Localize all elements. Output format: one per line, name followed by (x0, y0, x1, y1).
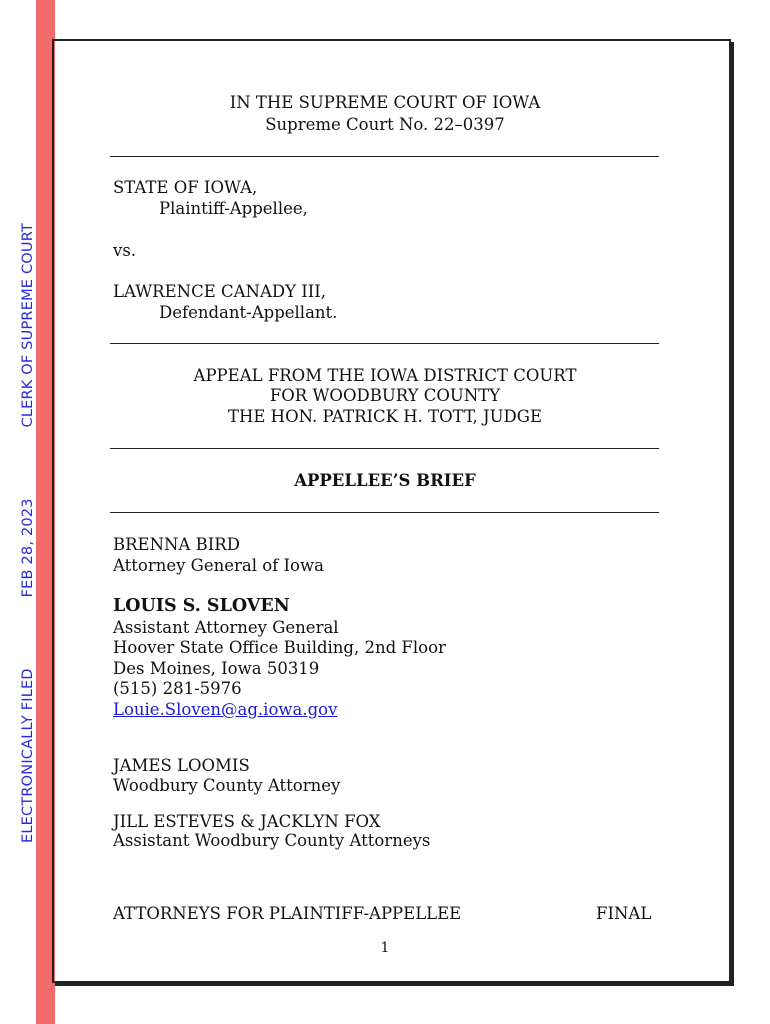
plaintiff-name: STATE OF IOWA, (113, 178, 258, 197)
court-name: IN THE SUPREME COURT OF IOWA (229, 93, 541, 112)
divider (110, 156, 659, 157)
final-status-label: FINAL (596, 904, 652, 923)
divider (110, 512, 659, 513)
assistant-ag-title: Assistant Attorney General (113, 618, 339, 637)
attorney-general-name: BRENNA BIRD (113, 535, 240, 554)
plaintiff-role: Plaintiff-Appellee, (159, 199, 308, 218)
email-link[interactable]: Louie.Sloven@ag.iowa.gov (113, 700, 338, 719)
appeal-line-2: FOR WOODBURY COUNTY (269, 386, 501, 405)
assistant-county-title: Assistant Woodbury County Attorneys (113, 831, 431, 850)
office-address-line-2: Des Moines, Iowa 50319 (113, 659, 320, 678)
defendant-name: LAWRENCE CANADY III, (113, 282, 327, 301)
filing-stamp-date: FEB 28, 2023 (20, 498, 36, 598)
appeal-line-1: APPEAL FROM THE IOWA DISTRICT COURT (193, 366, 577, 385)
divider (110, 448, 659, 449)
divider (110, 343, 659, 344)
assistant-county-names: JILL ESTEVES & JACKLYN FOX (113, 812, 381, 831)
attorney-general-title: Attorney General of Iowa (113, 556, 324, 575)
appeal-line-3: THE HON. PATRICK H. TOTT, JUDGE (228, 407, 542, 426)
office-address-line-1: Hoover State Office Building, 2nd Floor (113, 638, 446, 657)
page-number: 1 (380, 940, 390, 956)
versus-label: vs. (113, 241, 137, 260)
defendant-role: Defendant-Appellant. (159, 303, 338, 322)
brief-title: APPELLEE’S BRIEF (294, 471, 476, 490)
case-number: Supreme Court No. 22–0397 (265, 115, 505, 134)
phone-number: (515) 281-5976 (113, 679, 242, 698)
filing-stamp-label: ELECTRONICALLY FILED (20, 668, 36, 843)
attorneys-for-label: ATTORNEYS FOR PLAINTIFF-APPELLEE (113, 904, 462, 923)
county-attorney-name: JAMES LOOMIS (113, 756, 250, 775)
filing-stamp-clerk: CLERK OF SUPREME COURT (20, 223, 36, 428)
electronic-filing-stamp (18, 223, 38, 843)
assistant-ag-name: LOUIS S. SLOVEN (113, 596, 290, 616)
county-attorney-title: Woodbury County Attorney (113, 776, 341, 795)
